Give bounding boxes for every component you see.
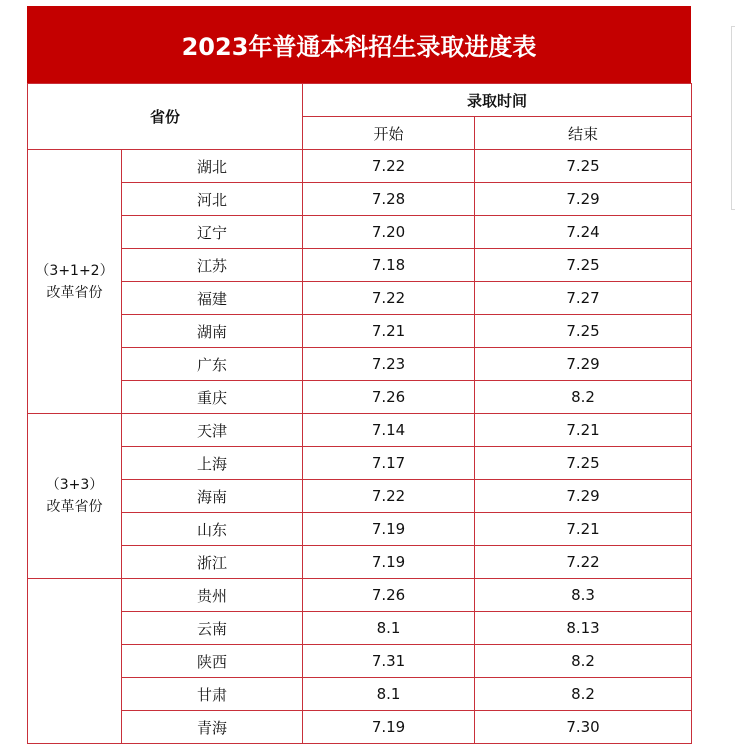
group-label-line2: 改革省份 <box>46 284 103 301</box>
province-cell[interactable]: 重庆 <box>122 381 303 414</box>
group-label-cell[interactable] <box>28 579 122 744</box>
end-cell[interactable]: 7.25 <box>475 315 692 348</box>
table-row <box>28 612 692 645</box>
end-cell[interactable]: 7.27 <box>475 282 692 315</box>
table-row <box>28 183 692 216</box>
province-cell[interactable]: 上海 <box>122 447 303 480</box>
province-cell[interactable]: 云南 <box>122 612 303 645</box>
start-cell[interactable]: 7.26 <box>303 381 475 414</box>
table-row <box>28 513 692 546</box>
province-cell[interactable]: 广东 <box>122 348 303 381</box>
province-cell[interactable]: 甘肃 <box>122 678 303 711</box>
header-row-1 <box>28 84 692 117</box>
start-cell[interactable]: 8.1 <box>303 612 475 645</box>
start-cell[interactable]: 7.22 <box>303 150 475 183</box>
province-cell[interactable]: 浙江 <box>122 546 303 579</box>
table-row <box>28 216 692 249</box>
end-cell[interactable]: 7.25 <box>475 447 692 480</box>
start-cell[interactable]: 7.22 <box>303 282 475 315</box>
start-cell[interactable]: 7.21 <box>303 315 475 348</box>
admission-time-header[interactable]: 录取时间 <box>303 84 692 117</box>
table-row <box>28 348 692 381</box>
end-cell[interactable]: 7.21 <box>475 513 692 546</box>
province-cell[interactable]: 江苏 <box>122 249 303 282</box>
end-cell[interactable]: 7.24 <box>475 216 692 249</box>
table-row <box>28 480 692 513</box>
start-cell[interactable]: 7.14 <box>303 414 475 447</box>
table-row <box>28 315 692 348</box>
table-row <box>28 150 692 183</box>
province-cell[interactable]: 山东 <box>122 513 303 546</box>
province-cell[interactable]: 青海 <box>122 711 303 744</box>
province-cell[interactable]: 湖北 <box>122 150 303 183</box>
group-label-cell[interactable] <box>28 150 122 414</box>
end-cell[interactable]: 8.2 <box>475 645 692 678</box>
table-row <box>28 678 692 711</box>
end-cell[interactable]: 8.3 <box>475 579 692 612</box>
end-cell[interactable]: 8.13 <box>475 612 692 645</box>
end-header[interactable]: 结束 <box>475 117 692 150</box>
start-cell[interactable]: 7.28 <box>303 183 475 216</box>
start-cell[interactable]: 7.31 <box>303 645 475 678</box>
start-cell[interactable]: 7.17 <box>303 447 475 480</box>
table-row <box>28 414 692 447</box>
group-label-line1: （3+1+2） <box>35 262 114 279</box>
province-cell[interactable]: 辽宁 <box>122 216 303 249</box>
table-row <box>28 711 692 744</box>
province-cell[interactable]: 海南 <box>122 480 303 513</box>
start-cell[interactable]: 7.18 <box>303 249 475 282</box>
table-body <box>28 150 692 744</box>
end-cell[interactable]: 7.29 <box>475 480 692 513</box>
end-cell[interactable]: 8.2 <box>475 678 692 711</box>
province-cell[interactable]: 贵州 <box>122 579 303 612</box>
admission-progress-table <box>27 83 692 744</box>
table-row <box>28 381 692 414</box>
end-cell[interactable]: 7.29 <box>475 348 692 381</box>
province-cell[interactable]: 天津 <box>122 414 303 447</box>
group-label-line2: 改革省份 <box>46 499 103 515</box>
group-label-line1: （3+3） <box>45 477 104 493</box>
start-cell[interactable]: 7.23 <box>303 348 475 381</box>
table-row <box>28 579 692 612</box>
end-cell[interactable]: 7.21 <box>475 414 692 447</box>
table-row <box>28 645 692 678</box>
province-cell[interactable]: 陕西 <box>122 645 303 678</box>
province-cell[interactable]: 福建 <box>122 282 303 315</box>
start-cell[interactable]: 7.22 <box>303 480 475 513</box>
spreadsheet-sheet <box>27 6 691 744</box>
side-panel-edge <box>731 26 735 210</box>
table-row <box>28 447 692 480</box>
start-cell[interactable]: 8.1 <box>303 678 475 711</box>
start-cell[interactable]: 7.19 <box>303 513 475 546</box>
province-cell[interactable]: 湖南 <box>122 315 303 348</box>
end-cell[interactable]: 7.30 <box>475 711 692 744</box>
end-cell[interactable]: 8.2 <box>475 381 692 414</box>
province-header[interactable]: 省份 <box>28 84 303 150</box>
table-title: 2023年普通本科招生录取进度表 <box>27 6 691 83</box>
end-cell[interactable]: 7.29 <box>475 183 692 216</box>
start-cell[interactable]: 7.19 <box>303 711 475 744</box>
province-cell[interactable]: 河北 <box>122 183 303 216</box>
end-cell[interactable]: 7.25 <box>475 249 692 282</box>
end-cell[interactable]: 7.25 <box>475 150 692 183</box>
table-row <box>28 546 692 579</box>
group-label-cell[interactable] <box>28 414 122 579</box>
start-cell[interactable]: 7.20 <box>303 216 475 249</box>
end-cell[interactable]: 7.22 <box>475 546 692 579</box>
start-header[interactable]: 开始 <box>303 117 475 150</box>
table-row <box>28 249 692 282</box>
start-cell[interactable]: 7.19 <box>303 546 475 579</box>
table-row <box>28 282 692 315</box>
start-cell[interactable]: 7.26 <box>303 579 475 612</box>
